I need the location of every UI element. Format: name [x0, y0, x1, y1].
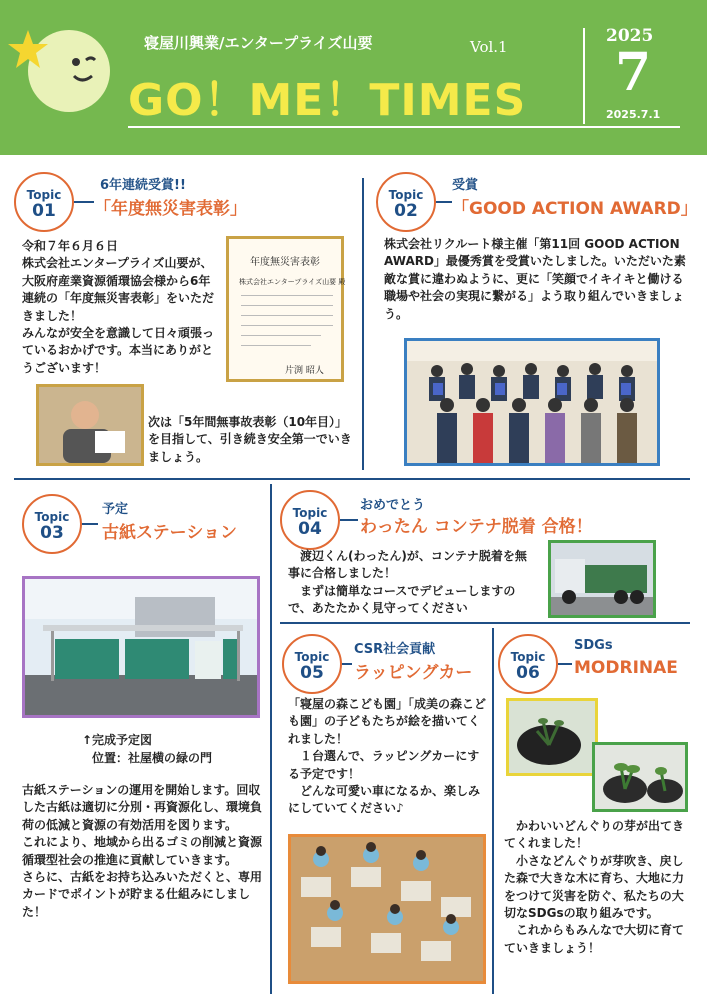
section-divider [280, 622, 690, 624]
children-drawing-photo [288, 834, 486, 984]
rendering-location: 位置：社屋横の緑の門 [92, 751, 213, 765]
topic-label: Topic [26, 188, 62, 202]
badge-connector [436, 201, 452, 203]
acorn-sprout-photo-2 [592, 742, 688, 812]
topic-02-body: 株式会社リクルート様主催「第11回 GOOD ACTION AWARD」最優秀賞を受賞いたしました。いただいた素敵な賞に違わぬように、更に「笑顔でイキイキと働ける職場や社会の実現に繋がる」よう取り組んでいきましょう。 [384, 237, 686, 321]
topic-number: 01 [32, 201, 56, 221]
topic-01-title: 「年度無災害表彰」 [94, 199, 247, 219]
badge-connector [340, 519, 358, 521]
topic-03-subtitle: 予定 [102, 502, 129, 517]
topic-05-subtitle: CSR社会貢献 [354, 642, 436, 657]
topic-03-badge [22, 494, 82, 554]
header-divider [583, 28, 585, 124]
topic-label: Topic [510, 650, 546, 664]
topic-label: Topic [388, 188, 424, 202]
topic-05-title: ラッピングカー [354, 663, 473, 683]
topic-05-body: 「寝屋の森こども園」「成美の森こども園」の子どもたちが絵を描いてくれました！ １台選んで、ラッピングカーにする予定です！ どんな可愛い車になるか、楽しみにしていてください♪ [288, 697, 487, 816]
topic-06-title: MODRINAE [574, 658, 678, 678]
star-icon [6, 28, 50, 72]
topic-02-badge [376, 172, 436, 232]
section-divider [14, 478, 690, 480]
title-underline [128, 126, 680, 128]
topic-label: Topic [292, 506, 328, 520]
column-divider [362, 178, 364, 470]
certificate-recipient: 株式会社エンタープライズ山要 殿 [239, 278, 346, 286]
paper-station-rendering [22, 576, 260, 718]
topic-03-body: 古紙ステーションの運用を開始します。回収した古紙は適切に分別・再資源化し、環境負荷の低減と資源の有効活用を図ります。 これにより、地域から出るゴミの削減と資源循環型社会の推進に貢献していきます。 さらに、古紙をお持ち込みいただくと、専用カードでポイントが貯まる仕組みにしました！ [22, 783, 263, 919]
issue-year: 2025 [606, 26, 654, 46]
topic-04-badge [280, 490, 340, 550]
topic-06-body: かわいいどんぐりの芽が出てきてくれました！ 小さなどんぐりが芽吹き、戻した森で大きな木に育ち、大地に力をつけて災害を防ぐ、私たちの大切なSDGsの取り組みです。 これからもみんなで大切に育てていきましょう！ [504, 819, 685, 955]
topic-02-title: 「GOOD ACTION AWARD」 [452, 199, 698, 219]
publisher-name: 寝屋川興業/エンタープライズ山要 [144, 34, 373, 52]
topic-label: Topic [34, 510, 70, 524]
topic-number: 03 [40, 523, 64, 543]
badge-connector [74, 201, 94, 203]
topic-number: 05 [300, 663, 324, 683]
volume-label: Vol.1 [470, 38, 508, 56]
badge-connector [558, 663, 572, 665]
topic-01-next-goal: 次は「5年間無事故表彰（10年目）」を目指して、引き続き安全第一でいきましょう。 [148, 415, 352, 464]
employee-photo [36, 384, 144, 466]
badge-connector [342, 663, 352, 665]
topic-05-badge [282, 634, 342, 694]
topic-number: 06 [516, 663, 540, 683]
topic-number: 04 [298, 519, 322, 539]
topic-label: Topic [294, 650, 330, 664]
topic-01-subtitle: 6年連続受賞!! [100, 178, 186, 193]
award-certificate [226, 236, 344, 382]
column-divider [270, 484, 272, 994]
column-divider [492, 628, 494, 994]
topic-06-badge [498, 634, 558, 694]
acorn-sprout-photo-1 [506, 698, 598, 776]
certificate-title: 年度無災害表彰 [250, 257, 320, 268]
topic-number: 02 [394, 201, 418, 221]
rendering-caption: ↑完成予定図 [82, 733, 153, 747]
topic-01-body: 令和７年６月６日 株式会社エンタープライズ山要が、大阪府産業資源循環協会様から6年連続の「年度無災害表彰」をいただきました！ みんなが安全を意識して日々頑張っているおかげです。本当にありがとうございます！ [22, 239, 215, 375]
topic-04-subtitle: おめでとう [360, 498, 426, 513]
topic-04-title: わったん コンテナ脱着 合格！ [360, 517, 593, 537]
topic-02-subtitle: 受賞 [452, 178, 479, 193]
award-group-photo [404, 338, 660, 466]
topic-01-badge [14, 172, 74, 232]
newsletter-title: GO！ME！TIMES [128, 75, 527, 126]
badge-connector [82, 523, 98, 525]
topic-03-title: 古紙ステーション [102, 523, 237, 543]
issue-date: 2025.7.1 [606, 108, 661, 121]
issue-month: 7 [615, 42, 652, 103]
truck-photo [548, 540, 656, 618]
topic-04-body: 渡辺くん(わったん)が、コンテナ脱着を無事に合格しました！ まずは簡単なコースでデビューしますので、あたたかく見守ってください [288, 549, 527, 616]
certificate-signer: 片渕 昭人 [285, 366, 324, 376]
topic-06-subtitle: SDGs [574, 638, 613, 653]
